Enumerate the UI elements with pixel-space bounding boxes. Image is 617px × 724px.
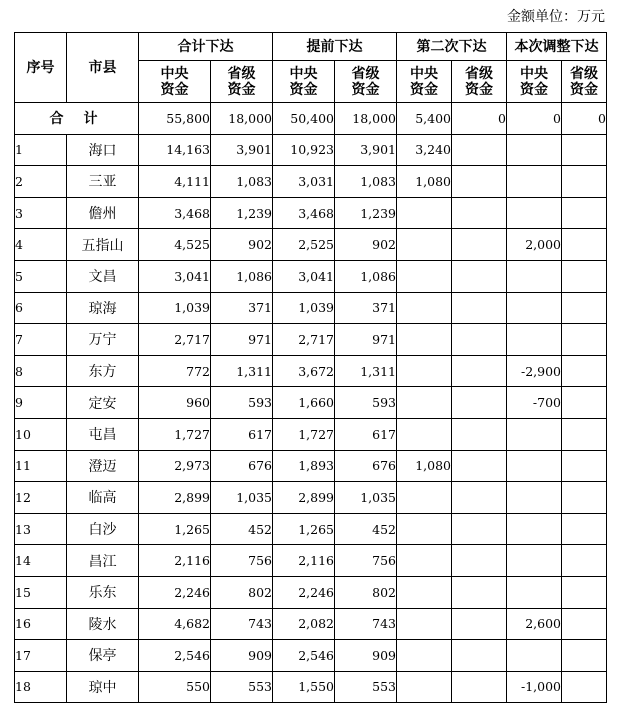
value-cell: [452, 292, 507, 324]
header-county: 市县: [67, 33, 139, 103]
value-cell: 1,083: [211, 166, 273, 198]
value-cell: 593: [211, 387, 273, 419]
total-cell: 55,800: [139, 103, 211, 135]
value-cell: 1,086: [335, 260, 397, 292]
table-row: [15, 355, 607, 387]
value-cell: [507, 545, 562, 577]
value-cell: 1,727: [139, 418, 211, 450]
county-cell: 定安: [67, 387, 139, 419]
value-cell: [562, 260, 607, 292]
seq-cell: 9: [15, 387, 67, 419]
value-cell: [562, 545, 607, 577]
value-cell: 4,111: [139, 166, 211, 198]
value-cell: [397, 387, 452, 419]
value-cell: 4,525: [139, 229, 211, 261]
seq-cell: 12: [15, 482, 67, 514]
value-cell: 1,311: [335, 355, 397, 387]
value-cell: [397, 608, 452, 640]
value-cell: 2,899: [139, 482, 211, 514]
value-cell: [397, 292, 452, 324]
value-cell: [507, 197, 562, 229]
unit-label: 金额单位：万元: [507, 9, 605, 25]
value-cell: 2,246: [273, 576, 335, 608]
value-cell: [452, 387, 507, 419]
value-cell: 1,239: [211, 197, 273, 229]
value-cell: -700: [507, 387, 562, 419]
value-cell: [562, 482, 607, 514]
value-cell: [562, 608, 607, 640]
value-cell: 676: [335, 450, 397, 482]
header-adjust-central: 中央 资金: [507, 61, 562, 103]
table-row: [15, 450, 607, 482]
value-cell: [507, 482, 562, 514]
value-cell: [562, 450, 607, 482]
header-second-provincial: 省级 资金: [452, 61, 507, 103]
seq-cell: 4: [15, 229, 67, 261]
value-cell: 1,086: [211, 260, 273, 292]
seq-cell: 18: [15, 671, 67, 703]
value-cell: 2,546: [273, 640, 335, 672]
allocation-table: [14, 32, 607, 703]
value-cell: 371: [335, 292, 397, 324]
value-cell: [562, 197, 607, 229]
value-cell: 909: [335, 640, 397, 672]
table-row: [15, 324, 607, 356]
value-cell: 14,163: [139, 134, 211, 166]
table-row: [15, 292, 607, 324]
value-cell: [452, 545, 507, 577]
seq-cell: 16: [15, 608, 67, 640]
value-cell: [507, 292, 562, 324]
value-cell: [507, 513, 562, 545]
value-cell: [397, 482, 452, 514]
total-label: 合计: [15, 103, 139, 135]
value-cell: 676: [211, 450, 273, 482]
county-cell: 琼中: [67, 671, 139, 703]
value-cell: [562, 355, 607, 387]
county-cell: 文昌: [67, 260, 139, 292]
value-cell: 2,973: [139, 450, 211, 482]
header-total-provincial: 省级 资金: [211, 61, 273, 103]
value-cell: 909: [211, 640, 273, 672]
value-cell: 2,246: [139, 576, 211, 608]
value-cell: [562, 324, 607, 356]
value-cell: 3,468: [273, 197, 335, 229]
total-cell: 18,000: [211, 103, 273, 135]
value-cell: 1,039: [273, 292, 335, 324]
value-cell: [452, 418, 507, 450]
header-group-advance: 提前下达: [273, 33, 397, 61]
value-cell: 617: [211, 418, 273, 450]
value-cell: [397, 640, 452, 672]
table-row: [15, 134, 607, 166]
value-cell: [452, 482, 507, 514]
seq-cell: 7: [15, 324, 67, 356]
value-cell: 1,660: [273, 387, 335, 419]
value-cell: 2,116: [139, 545, 211, 577]
value-cell: [452, 671, 507, 703]
seq-cell: 3: [15, 197, 67, 229]
value-cell: [562, 134, 607, 166]
value-cell: [397, 545, 452, 577]
county-cell: 保亭: [67, 640, 139, 672]
header-seq: 序号: [15, 33, 67, 103]
value-cell: 971: [335, 324, 397, 356]
value-cell: [507, 450, 562, 482]
value-cell: 1,550: [273, 671, 335, 703]
header-advance-central: 中央 资金: [273, 61, 335, 103]
table-row: [15, 387, 607, 419]
table-row: [15, 545, 607, 577]
value-cell: [452, 324, 507, 356]
county-cell: 琼海: [67, 292, 139, 324]
table-row: [15, 418, 607, 450]
value-cell: [562, 387, 607, 419]
county-cell: 东方: [67, 355, 139, 387]
value-cell: 1,035: [335, 482, 397, 514]
value-cell: 3,041: [273, 260, 335, 292]
county-cell: 昌江: [67, 545, 139, 577]
value-cell: [452, 166, 507, 198]
value-cell: 1,265: [139, 513, 211, 545]
value-cell: [507, 166, 562, 198]
value-cell: 1,265: [273, 513, 335, 545]
seq-cell: 5: [15, 260, 67, 292]
value-cell: [452, 355, 507, 387]
value-cell: [507, 134, 562, 166]
value-cell: 10,923: [273, 134, 335, 166]
county-cell: 五指山: [67, 229, 139, 261]
value-cell: [397, 671, 452, 703]
value-cell: 743: [211, 608, 273, 640]
seq-cell: 14: [15, 545, 67, 577]
value-cell: 971: [211, 324, 273, 356]
value-cell: [507, 640, 562, 672]
header-group-total: 合计下达: [139, 33, 273, 61]
header-second-central: 中央 资金: [397, 61, 452, 103]
value-cell: 1,893: [273, 450, 335, 482]
table-row: [15, 482, 607, 514]
value-cell: [452, 608, 507, 640]
value-cell: [452, 197, 507, 229]
county-cell: 三亚: [67, 166, 139, 198]
value-cell: [562, 418, 607, 450]
value-cell: [397, 229, 452, 261]
value-cell: 2,000: [507, 229, 562, 261]
value-cell: [562, 576, 607, 608]
table-row: [15, 640, 607, 672]
value-cell: 2,116: [273, 545, 335, 577]
value-cell: 553: [211, 671, 273, 703]
header-advance-provincial: 省级 资金: [335, 61, 397, 103]
total-row: [15, 103, 607, 135]
value-cell: [452, 229, 507, 261]
value-cell: [397, 197, 452, 229]
value-cell: [397, 260, 452, 292]
county-cell: 陵水: [67, 608, 139, 640]
county-cell: 乐东: [67, 576, 139, 608]
value-cell: 756: [211, 545, 273, 577]
value-cell: 902: [335, 229, 397, 261]
value-cell: [507, 418, 562, 450]
table-row: [15, 229, 607, 261]
value-cell: [562, 513, 607, 545]
value-cell: 1,035: [211, 482, 273, 514]
value-cell: -1,000: [507, 671, 562, 703]
total-cell: 18,000: [335, 103, 397, 135]
table-row: [15, 608, 607, 640]
county-cell: 屯昌: [67, 418, 139, 450]
value-cell: [562, 671, 607, 703]
header-adjust-provincial: 省级 资金: [562, 61, 607, 103]
header-total-central: 中央 资金: [139, 61, 211, 103]
county-cell: 万宁: [67, 324, 139, 356]
header-group-adjust: 本次调整下达: [507, 33, 607, 61]
value-cell: 2,600: [507, 608, 562, 640]
value-cell: 1,239: [335, 197, 397, 229]
value-cell: [452, 640, 507, 672]
value-cell: 3,041: [139, 260, 211, 292]
value-cell: 2,717: [139, 324, 211, 356]
value-cell: 3,240: [397, 134, 452, 166]
value-cell: 3,901: [211, 134, 273, 166]
total-cell: 0: [507, 103, 562, 135]
seq-cell: 10: [15, 418, 67, 450]
value-cell: [452, 450, 507, 482]
seq-cell: 2: [15, 166, 67, 198]
county-cell: 白沙: [67, 513, 139, 545]
value-cell: 550: [139, 671, 211, 703]
total-cell: 5,400: [397, 103, 452, 135]
value-cell: 3,901: [335, 134, 397, 166]
value-cell: 1,083: [335, 166, 397, 198]
value-cell: 3,672: [273, 355, 335, 387]
county-cell: 澄迈: [67, 450, 139, 482]
seq-cell: 1: [15, 134, 67, 166]
value-cell: 4,682: [139, 608, 211, 640]
table-row: [15, 671, 607, 703]
value-cell: 743: [335, 608, 397, 640]
value-cell: 452: [211, 513, 273, 545]
value-cell: [562, 166, 607, 198]
table-row: [15, 166, 607, 198]
table-row: [15, 513, 607, 545]
value-cell: [507, 576, 562, 608]
value-cell: [397, 576, 452, 608]
table-row: [15, 260, 607, 292]
value-cell: 2,525: [273, 229, 335, 261]
value-cell: 617: [335, 418, 397, 450]
value-cell: 772: [139, 355, 211, 387]
value-cell: 802: [335, 576, 397, 608]
value-cell: [452, 576, 507, 608]
table-row: [15, 197, 607, 229]
value-cell: 3,468: [139, 197, 211, 229]
total-cell: 50,400: [273, 103, 335, 135]
value-cell: [507, 260, 562, 292]
value-cell: -2,900: [507, 355, 562, 387]
value-cell: [562, 229, 607, 261]
seq-cell: 11: [15, 450, 67, 482]
value-cell: [562, 640, 607, 672]
value-cell: 756: [335, 545, 397, 577]
value-cell: 1,080: [397, 450, 452, 482]
value-cell: 2,899: [273, 482, 335, 514]
value-cell: 371: [211, 292, 273, 324]
value-cell: [562, 292, 607, 324]
value-cell: 2,717: [273, 324, 335, 356]
value-cell: 1,039: [139, 292, 211, 324]
county-cell: 儋州: [67, 197, 139, 229]
value-cell: 802: [211, 576, 273, 608]
value-cell: [452, 260, 507, 292]
value-cell: [397, 418, 452, 450]
seq-cell: 8: [15, 355, 67, 387]
value-cell: 452: [335, 513, 397, 545]
value-cell: 1,311: [211, 355, 273, 387]
total-cell: 0: [562, 103, 607, 135]
county-cell: 海口: [67, 134, 139, 166]
value-cell: 1,727: [273, 418, 335, 450]
county-cell: 临高: [67, 482, 139, 514]
value-cell: 593: [335, 387, 397, 419]
value-cell: 553: [335, 671, 397, 703]
value-cell: [507, 324, 562, 356]
value-cell: 902: [211, 229, 273, 261]
seq-cell: 15: [15, 576, 67, 608]
value-cell: [452, 513, 507, 545]
value-cell: [397, 513, 452, 545]
table-row: [15, 576, 607, 608]
seq-cell: 13: [15, 513, 67, 545]
value-cell: 960: [139, 387, 211, 419]
seq-cell: 17: [15, 640, 67, 672]
seq-cell: 6: [15, 292, 67, 324]
value-cell: [397, 355, 452, 387]
value-cell: [397, 324, 452, 356]
header-group-second: 第二次下达: [397, 33, 507, 61]
value-cell: [452, 134, 507, 166]
value-cell: 2,546: [139, 640, 211, 672]
value-cell: 2,082: [273, 608, 335, 640]
value-cell: 1,080: [397, 166, 452, 198]
value-cell: 3,031: [273, 166, 335, 198]
total-cell: 0: [452, 103, 507, 135]
